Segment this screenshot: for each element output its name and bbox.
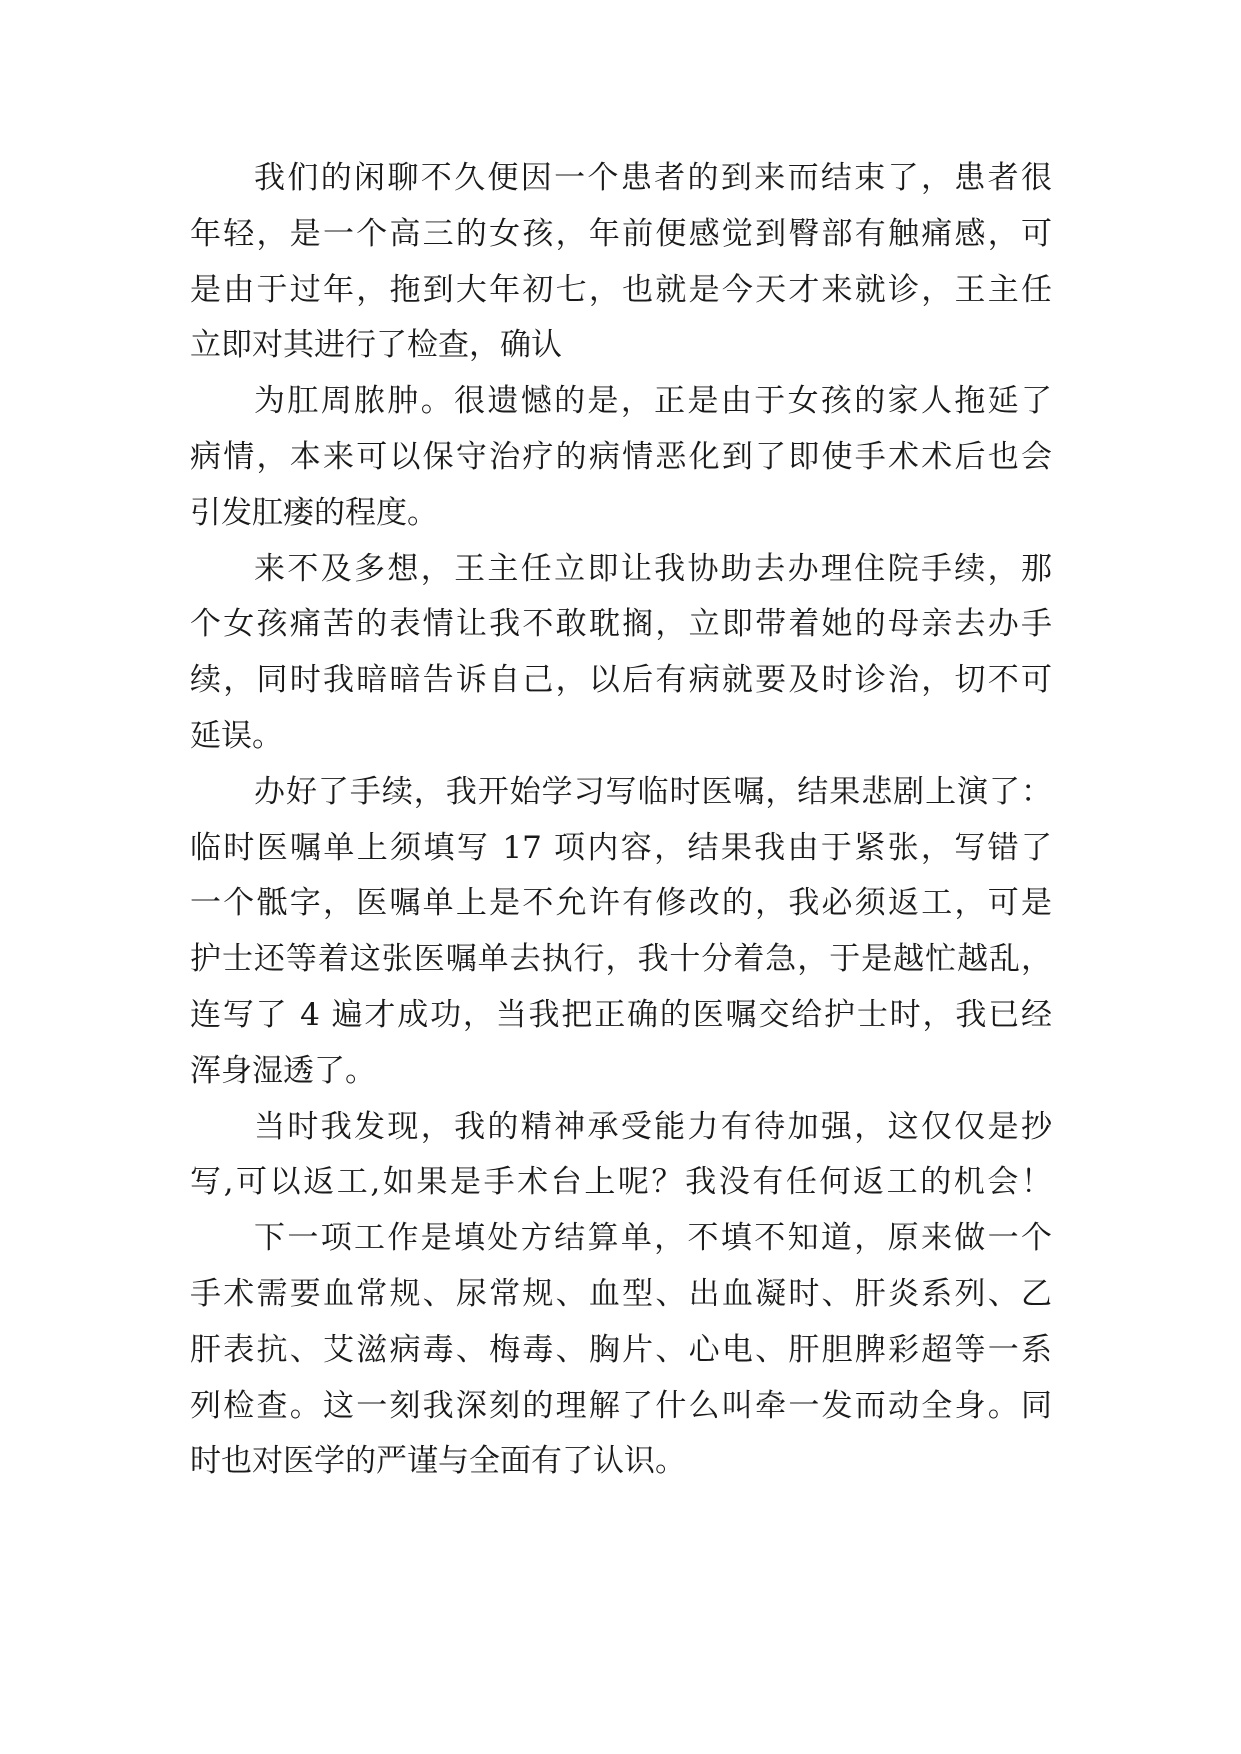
text-line: 个女孩痛苦的表情让我不敢耽搁，立即带着她的母亲去办手 xyxy=(190,606,1052,643)
text-line: 写,可以返工,如果是手术台上呢？我没有任何返工的机会！ xyxy=(190,1164,1052,1201)
text-line: 浑身湿透了。 xyxy=(190,1052,376,1089)
text-line: 一个骶字，医嘱单上是不允许有修改的，我必须返工，可是 xyxy=(190,885,1052,922)
text-line: 病情，本来可以保守治疗的病情恶化到了即使手术术后也会 xyxy=(190,438,1052,475)
text-line: 为肛周脓肿。很遗憾的是，正是由于女孩的家人拖延了 xyxy=(254,383,1052,420)
text-line: 连写了 4 遍才成功，当我把正确的医嘱交给护士时，我已经 xyxy=(190,996,1052,1033)
text-line: 当时我发现，我的精神承受能力有待加强，这仅仅是抄 xyxy=(254,1108,1052,1145)
text-line: 肝表抗、艾滋病毒、梅毒、胸片、心电、肝胆脾彩超等一系 xyxy=(190,1331,1052,1368)
text-line: 续，同时我暗暗告诉自己，以后有病就要及时诊治，切不可 xyxy=(190,662,1052,699)
text-line: 是由于过年，拖到大年初七，也就是今天才来就诊，王主任 xyxy=(190,271,1052,308)
text-line: 立即对其进行了检查，确认 xyxy=(190,327,562,364)
text-line: 我们的闲聊不久便因一个患者的到来而结束了，患者很 xyxy=(254,160,1052,196)
text-line: 下一项工作是填处方结算单，不填不知道，原来做一个 xyxy=(254,1220,1052,1257)
text-line: 引发肛瘘的程度。 xyxy=(190,494,438,531)
text-line: 列检查。这一刻我深刻的理解了什么叫牵一发而动全身。同 xyxy=(190,1387,1052,1424)
text-line: 临时医嘱单上须填写 17 项内容，结果我由于紧张，写错了 xyxy=(190,829,1052,866)
text-line: 年轻，是一个高三的女孩，年前便感觉到臀部有触痛感，可 xyxy=(190,215,1052,252)
text-line: 办好了手续，我开始学习写临时医嘱，结果悲剧上演了： xyxy=(254,773,1052,810)
text-line: 手术需要血常规、尿常规、血型、出血凝时、肝炎系列、乙 xyxy=(190,1275,1052,1312)
text-line: 延误。 xyxy=(190,717,283,754)
text-line: 时也对医学的严谨与全面有了认识。 xyxy=(190,1443,686,1480)
text-line: 护士还等着这张医嘱单去执行，我十分着急，于是越忙越乱， xyxy=(190,941,1052,978)
document-body xyxy=(190,160,1052,1499)
text-line: 来不及多想，王主任立即让我协助去办理住院手续，那 xyxy=(254,550,1052,587)
